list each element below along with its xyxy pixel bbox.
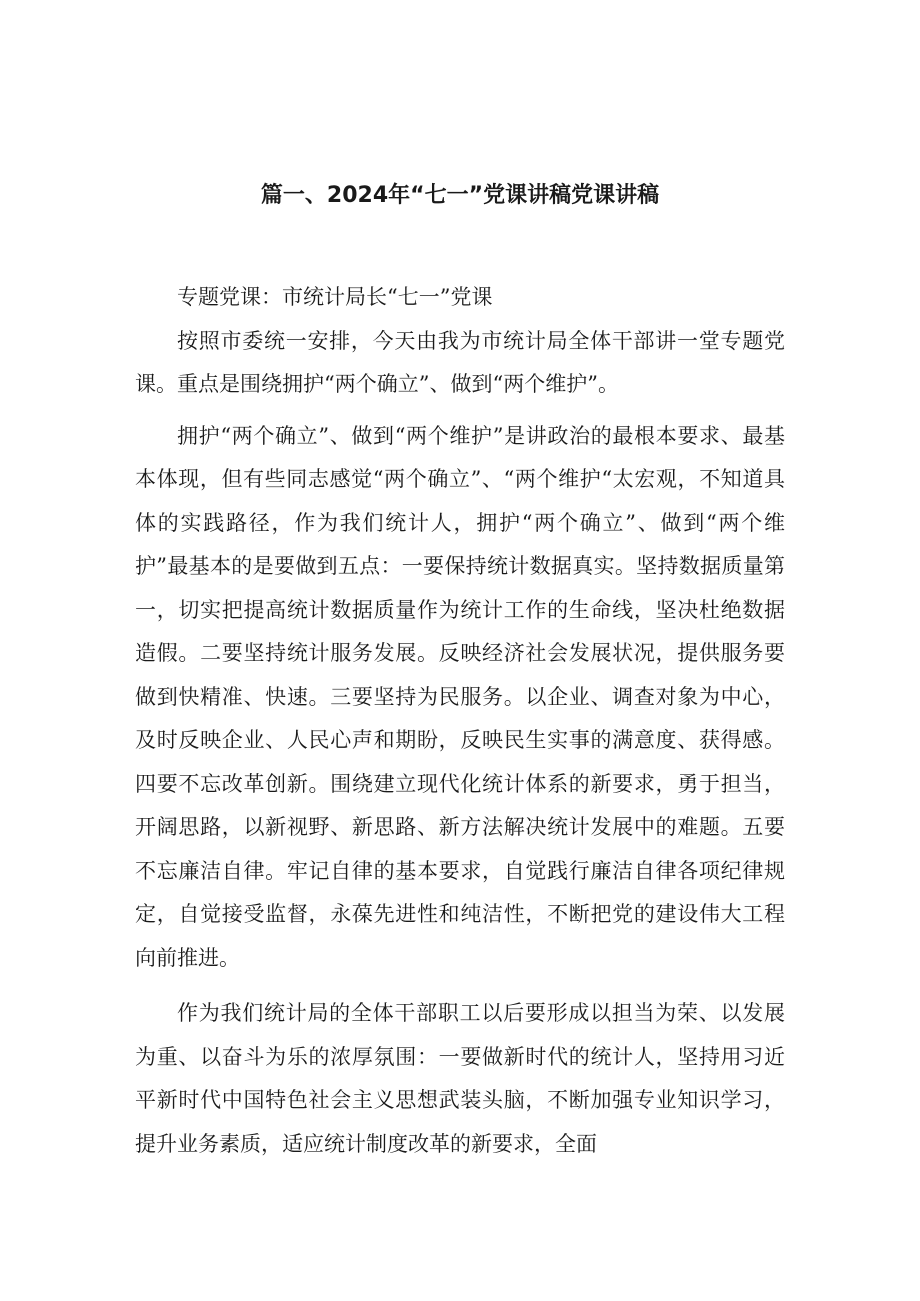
document-body: [135, 276, 785, 1178]
lecture-subtitle: 专题党课：市统计局长“七一”党课: [177, 285, 493, 309]
paragraph-five-points: 拥护“两个确立”、做到“两个维护”是讲政治的最根本要求、最基本体现，但有些同志感觉“两个确立”、“两个维护“太宏观，不知道具体的实践路径，作为我们统计人，拥护“两个确立”、做到“两个维护”最基本的是要做到五点：一要保持统计数据真实。坚持数据质量第一，切实把提高统计数据质量作为统计工作的生命线，坚决杜绝数据造假。二要坚持统计服务发展。反映经济社会发展状况，提供服务要做到快精准、快速。三要坚持为民服务。以企业、调查对象为中心，及时反映企业、人民心声和期盼，反映民生实事的满意度、获得感。四要不忘改革创新。围绕建立现代化统计体系的新要求，勇于担当，开阔思路，以新视野、新思路、新方法解决统计发展中的难题。五要不忘廉洁自律。牢记自律的基本要求，自觉践行廉洁自律各项纪律规定，自觉接受监督，永葆先进性和纯洁性，不断把党的建设伟大工程向前推进。: [135, 423, 785, 970]
document-title: 篇一、2024年“七一”党课讲稿党课讲稿: [260, 183, 660, 208]
paragraph-intro: 按照市委统一安排，今天由我为市统计局全体干部讲一堂专题党课。重点是围绕拥护“两个确立”、做到“两个维护”。: [135, 328, 785, 396]
paragraph-staff-requirements: 作为我们统计局的全体干部职工以后要形成以担当为荣、以发展为重、以奋斗为乐的浓厚氛围：一要做新时代的统计人，坚持用习近平新时代中国特色社会主义思想武装头脑，不断加强专业知识学习，提升业务素质，适应统计制度改革的新要求，全面: [135, 1001, 785, 1156]
